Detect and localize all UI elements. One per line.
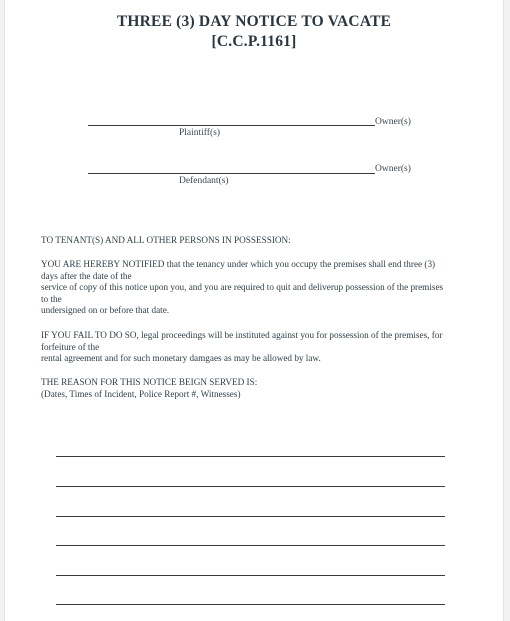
defendant-name-line[interactable] — [88, 173, 375, 174]
notice-p1-line-4: to the — [41, 293, 62, 304]
notice-p1-line-5: undersigned on or before that date. — [41, 305, 170, 315]
owner-label-2: Owner(s) — [375, 164, 411, 174]
reason-fill-line-1[interactable] — [56, 456, 445, 457]
document-title: THREE (3) DAY NOTICE TO VACATE — [116, 13, 392, 30]
reason-fill-line-4[interactable] — [56, 545, 445, 546]
notice-p2-line-2: forfeiture of the — [41, 341, 100, 352]
owner-label-1: Owner(s) — [375, 117, 411, 127]
plaintiff-name-line[interactable] — [88, 125, 375, 126]
code-reference: [C.C.P.1161] — [211, 33, 297, 50]
notice-p2-line-3: rental agreement and for such monetary damgaes as may be allowed by law. — [41, 353, 321, 363]
notice-p1-line-3: service of copy of this notice upon you, and you are required to quit and deliverup possession of the premises — [41, 282, 444, 292]
reason-hint: (Dates, Times of Incident, Police Report #, Witnesses) — [41, 388, 241, 399]
notice-p1-line-1: YOU ARE HEREBY NOTIFIED that the tenancy under which you occupy the premises shall end three (3) — [41, 259, 436, 269]
reason-fill-line-3[interactable] — [56, 516, 445, 517]
reason-fill-line-5[interactable] — [56, 575, 445, 576]
notice-p2-line-1: IF YOU FAIL TO DO SO, legal proceedings will be instituted against you for possession of the premises, for — [41, 330, 443, 340]
reason-heading: THE REASON FOR THIS NOTICE BEIGN SERVED IS: — [41, 377, 258, 387]
notice-page — [4, 0, 504, 621]
defendant-label: Defendant(s) — [179, 176, 229, 186]
notice-p1-line-2: days after the date of the — [41, 270, 132, 281]
plaintiff-label: Plaintiff(s) — [179, 128, 220, 138]
reason-fill-line-2[interactable] — [56, 486, 445, 487]
addressee-line: TO TENANT(S) AND ALL OTHER PERSONS IN POSSESSION: — [41, 235, 291, 245]
reason-fill-line-6[interactable] — [56, 604, 445, 605]
